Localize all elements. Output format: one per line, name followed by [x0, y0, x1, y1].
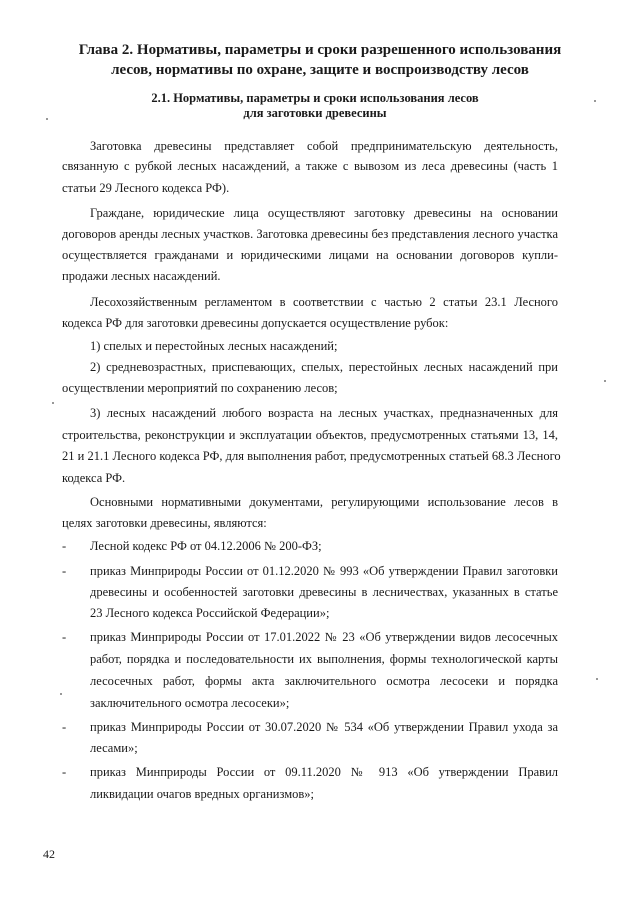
bullet-dash: - [62, 564, 67, 578]
bullet-dash: - [62, 720, 67, 734]
scan-speck [594, 100, 596, 102]
section-heading [95, 91, 535, 121]
scan-speck [52, 402, 54, 404]
list-item-2-line-2: осуществлении мероприятий по сохранению лесов; [62, 381, 338, 395]
bullet-3-line-2: работ, порядка и последовательности их выполнения, формы технологической карты [90, 652, 558, 666]
paragraph-4-line-2: целях заготовки древесины, являются: [62, 516, 267, 530]
chapter-heading [40, 40, 600, 80]
bullet-2-line-2: древесины и особенностей заготовки древесины в лесничествах, указанных в статье [90, 585, 558, 599]
bullet-3-line-4: заключительного осмотра лесосеки»; [90, 696, 290, 710]
chapter-heading-line-1: Глава 2. Нормативы, параметры и сроки разрешенного использования [78, 42, 562, 58]
list-item-3-line-1: 3) лесных насаждений любого возраста на лесных участках, предназначенных для [90, 406, 558, 420]
paragraph-2-line-1: Граждане, юридические лица осуществляют заготовку древесины на основании [90, 206, 558, 220]
scan-speck [60, 693, 62, 695]
bullet-2-line-1: приказ Минприроды России от 01.12.2020 № 993 «Об утверждении Правил заготовки [90, 564, 558, 578]
paragraph-1-line-3: статьи 29 Лесного кодекса РФ). [62, 181, 230, 195]
bullet-2-line-3: 23 Лесного кодекса Российской Федерации»; [90, 606, 330, 620]
section-heading-line-1: 2.1. Нормативы, параметры и сроки использования лесов [151, 91, 479, 105]
bullet-3-line-3: лесосечных работ, формы акта заключительного осмотра лесосеки и порядка [90, 674, 558, 688]
list-item-3-line-2: строительства, реконструкции и эксплуатации объектов, предусмотренных статьями 13, 14, [62, 428, 558, 442]
list-item-3-line-3: 21 и 21.1 Лесного кодекса РФ, для выполнения работ, предусмотренных статьей 68.3 Лесного [62, 449, 561, 463]
bullet-dash: - [62, 630, 67, 644]
list-item-3-line-4: кодекса РФ. [62, 471, 126, 485]
paragraph-1-line-1: Заготовка древесины представляет собой предпринимательскую деятельность, [90, 139, 558, 153]
bullet-dash: - [62, 539, 67, 553]
paragraph-1-line-2: связанную с рубкой лесных насаждений, а также с вывозом из леса древесины (часть 1 [62, 159, 558, 173]
scan-speck [596, 678, 598, 680]
paragraph-4-line-1: Основными нормативными документами, регулирующими использование лесов в [90, 495, 558, 509]
scan-speck [604, 380, 606, 382]
bullet-4-line-1: приказ Минприроды России от 30.07.2020 № 534 «Об утверждении Правил ухода за [90, 720, 558, 734]
paragraph-2-line-4: продажи лесных насаждений. [62, 269, 221, 283]
bullet-5-line-1: приказ Минприроды России от 09.11.2020 № 913 «Об утверждении Правил [90, 765, 558, 779]
paragraph-2-line-2: договоров аренды лесных участков. Заготовка древесины без представления лесного участка [62, 227, 558, 241]
paragraph-3-line-1: Лесохозяйственным регламентом в соответствии с частью 2 статьи 23.1 Лесного [90, 295, 558, 309]
bullet-4-line-2: лесами»; [90, 741, 138, 755]
list-item-2-line-1: 2) средневозрастных, приспевающих, спелых, перестойных лесных насаждений при [90, 360, 558, 374]
paragraph-2-line-3: осуществляется гражданами и юридическими лицами на основании договоров купли- [62, 248, 558, 262]
bullet-dash: - [62, 765, 67, 779]
bullet-1-line-1: Лесной кодекс РФ от 04.12.2006 № 200-ФЗ; [90, 539, 322, 553]
section-heading-line-2: для заготовки древесины [243, 106, 387, 120]
page-number: 42 [43, 847, 55, 861]
bullet-3-line-1: приказ Минприроды России от 17.01.2022 № 23 «Об утверждении видов лесосечных [90, 630, 558, 644]
chapter-heading-line-2: лесов, нормативы по охране, защите и воспроизводству лесов [111, 62, 529, 78]
list-item-1: 1) спелых и перестойных лесных насаждений; [90, 339, 338, 353]
bullet-5-line-2: ликвидации очагов вредных организмов»; [90, 787, 315, 801]
scan-speck [46, 118, 48, 120]
paragraph-3-line-2: кодекса РФ для заготовки древесины допускается осуществление рубок: [62, 316, 449, 330]
